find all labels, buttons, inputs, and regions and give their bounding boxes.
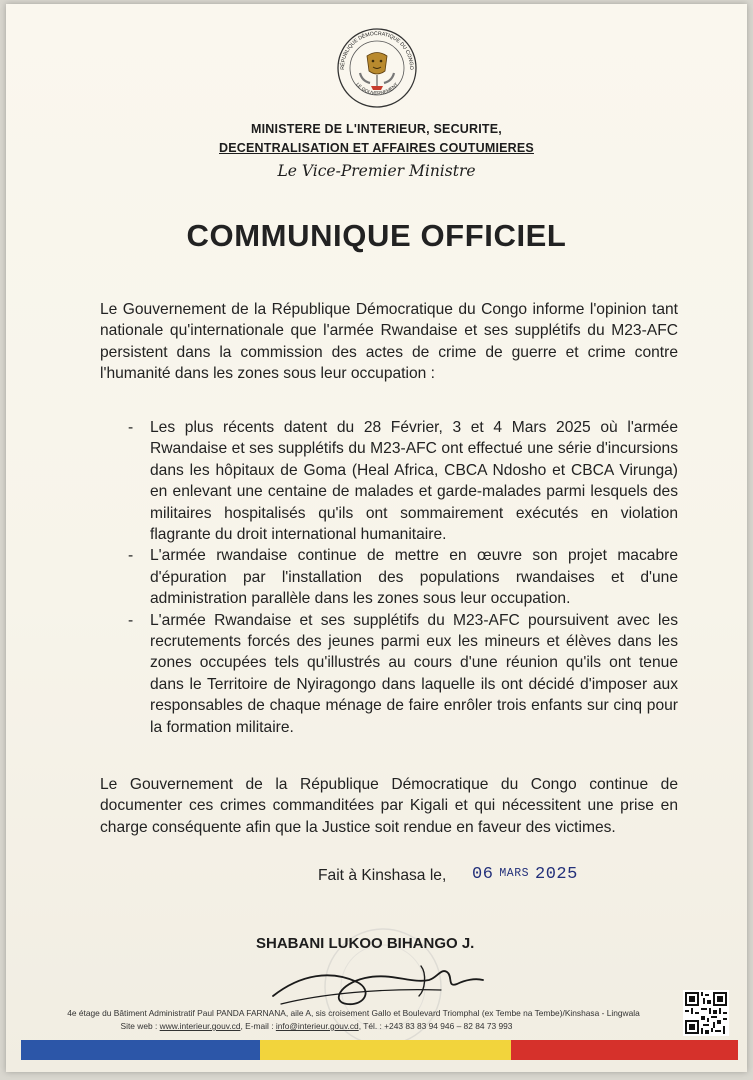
flag-yellow-band — [260, 1040, 511, 1060]
bullet-marker: - — [128, 419, 134, 436]
date-day: 06 — [472, 865, 494, 884]
government-seal-icon — [335, 23, 419, 113]
bullet-text: Les plus récents datent du 28 Février, 3 et 4 Mars 2025 où l'armée Rwandaise et ses supplétifs du M23-AFC ont effectué une série d'incursions dans les hôpitaux de Goma (Heal Africa, CBCA Ndosho et CBCA Virunga) en enlevant une centaine de malades et garde-malades parmi lesquels des militaires hospitalisés qu'ils ont sommairement exécutés en violation flagrante du droit international humanitaire. — [150, 419, 678, 544]
email-link[interactable]: info@interieur.gouv.cd — [275, 1021, 359, 1031]
email-label: , E-mail : — [240, 1021, 274, 1031]
document-page — [6, 4, 747, 1072]
footer-contact-line — [6, 1020, 747, 1033]
intro-paragraph: Le Gouvernement de la République Démocratique du Congo informe l'opinion tant nationale qu'internationale que l'armée Rwandaise et ses supplétifs du M23-AFC persistent dans la commission des actes de crime de guerre et crime contre l'humanité dans les zones sous leur occupation : — [100, 301, 678, 383]
phone-numbers: , Tél. : +243 83 83 94 946 – 82 84 73 993 — [358, 1021, 513, 1031]
date-year: 2025 — [535, 865, 578, 884]
footer-address-line: 4e étage du Bâtiment Administratif Paul PANDA FARNANA, aile A, sis croisement Gallo et Boulevard Triomphal (ex Tembe na Tembe)/Kinshasa - Lingwala — [67, 1008, 640, 1018]
vice-prime-minister-title: Le Vice-Premier Ministre — [277, 162, 476, 180]
document-title: COMMUNIQUE OFFICIEL — [186, 218, 567, 253]
site-label: Site web : — [120, 1021, 158, 1031]
bullet-text: L'armée rwandaise continue de mettre en œuvre son projet macabre d'épuration par l'installation des populations rwandaises et d'une administration parallèle dans les zones sous leur occupation. — [150, 547, 678, 608]
ministry-name-line1: MINISTERE DE L'INTERIEUR, SECURITE, — [251, 122, 502, 136]
signatory-name: SHABANI LUKOO BIHANGO J. — [256, 935, 475, 952]
bullet-marker: - — [128, 611, 134, 629]
ministry-header — [6, 120, 747, 183]
list-item — [100, 610, 678, 738]
flag-red-band — [511, 1040, 738, 1060]
date-stamp — [472, 865, 578, 884]
bullet-marker: - — [128, 547, 134, 565]
list-item — [100, 545, 678, 609]
date-month: MARS — [499, 867, 530, 880]
closing-paragraph: Le Gouvernement de la République Démocratique du Congo continue de documenter ces crimes commanditées par Kigali et qui nécessitent une prise en charge conséquente afin que la Justice soit rendue en faveur des victimes. — [100, 776, 678, 836]
bullet-list — [100, 417, 678, 738]
website-link[interactable]: www.interieur.gouv.cd — [159, 1021, 241, 1031]
list-item — [100, 417, 678, 545]
flag-blue-band — [21, 1040, 260, 1060]
bullet-text: L'armée Rwandaise et ses supplétifs du M23-AFC poursuivent avec les recrutements forcés des jeunes parmi eux les mineurs et élèves dans les zones occupées tels qu'illustrés au cours d'une réunion qu'ils ont tenue dans le Territoire de Nyiragongo dans laquelle ils ont décidé d'imposer aux responsables de chaque ménage de faire enrôler trois enfants sur cinq pour la formation militaire. — [150, 611, 678, 736]
footer-address — [6, 1007, 747, 1033]
qr-code-icon — [683, 990, 729, 1036]
place-date-prefix: Fait à Kinshasa le, — [318, 867, 447, 884]
ministry-name-line2: DECENTRALISATION ET AFFAIRES COUTUMIERES — [219, 141, 534, 155]
seal-bottom-text: LE GOUVERNEMENT — [354, 82, 400, 97]
national-colors-strip — [21, 1040, 738, 1060]
seal-top-text: RÉPUBLIQUE DÉMOCRATIQUE DU CONGO — [339, 30, 415, 70]
